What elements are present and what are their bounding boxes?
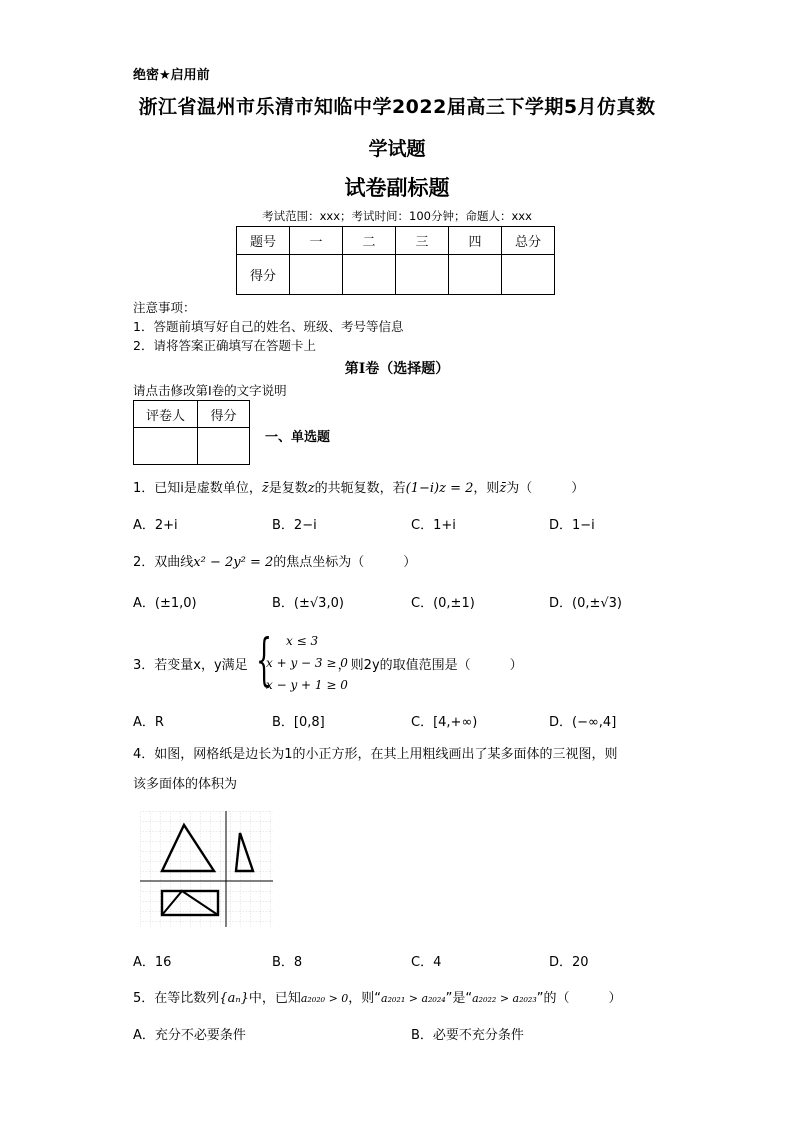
question-5 bbox=[133, 987, 621, 1006]
score-header-cell: 二 bbox=[343, 227, 396, 255]
question-text: 的焦点坐标为（ ） bbox=[273, 555, 417, 570]
option-d: D．(−∞,4] bbox=[549, 715, 617, 730]
paper-subtitle: 试卷副标题 bbox=[344, 176, 450, 200]
question-text: ，则 bbox=[473, 481, 500, 496]
question-text: 若变量x，y满足 bbox=[154, 658, 248, 673]
score-header: 得分 bbox=[198, 401, 250, 428]
option-b: B．(±√3,0) bbox=[272, 596, 344, 611]
question-text: 如图，网格纸是边长为1的小正方形，在其上用粗线画出了某多面体的三视图，则 bbox=[154, 747, 618, 762]
score-cell bbox=[502, 255, 555, 295]
question-text: 的共轭复数，若 bbox=[314, 481, 406, 496]
option-c: C．(0,±1) bbox=[411, 596, 475, 611]
math-expression: z̄ bbox=[261, 481, 269, 496]
question-text: 已知i是虚数单位， bbox=[154, 481, 262, 496]
option-d: D．20 bbox=[549, 955, 589, 970]
notes bbox=[133, 298, 403, 355]
math-expression: a₂₀₂₀ > 0 bbox=[300, 992, 349, 1005]
math-expression: a₂₀₂₁ > a₂₀₂₄ bbox=[381, 992, 446, 1005]
option-a: A．16 bbox=[133, 955, 172, 970]
grader-cell bbox=[134, 428, 198, 465]
question-4-line1 bbox=[133, 743, 618, 762]
brace-symbol: { bbox=[256, 628, 273, 693]
question-number: 4． bbox=[133, 747, 155, 762]
question-text: 双曲线 bbox=[154, 555, 194, 570]
score-cell bbox=[449, 255, 502, 295]
inequality: x − y + 1 ≥ 0 bbox=[266, 678, 348, 692]
score-cell bbox=[290, 255, 343, 295]
section-title: 一、单选题 bbox=[265, 430, 331, 445]
grader-header: 评卷人 bbox=[134, 401, 198, 428]
question-2 bbox=[133, 551, 416, 570]
option-d: D．(0,±√3) bbox=[549, 596, 623, 611]
score-table bbox=[236, 226, 555, 295]
option-b: B．8 bbox=[272, 955, 303, 970]
option-a: A．充分不必要条件 bbox=[133, 1028, 246, 1043]
grader-table bbox=[133, 400, 250, 465]
paper-title-line2: 学试题 bbox=[368, 138, 426, 160]
question-text: 为（ ） bbox=[506, 481, 585, 496]
inequality: x ≤ 3 bbox=[286, 634, 319, 648]
question-text: 中，已知 bbox=[248, 991, 301, 1006]
option-b: B．[0,8] bbox=[272, 715, 325, 730]
math-expression: z bbox=[307, 481, 315, 496]
question-text: ，则“ bbox=[348, 991, 382, 1006]
option-c: C．[4,+∞) bbox=[411, 715, 478, 730]
score-row-label: 得分 bbox=[237, 255, 290, 295]
note-item: 1．答题前填写好自己的姓名、班级、考号等信息 bbox=[133, 319, 404, 334]
score-cell bbox=[198, 428, 250, 465]
paper-title-line1: 浙江省温州市乐清市知临中学2022届高三下学期5月仿真数 bbox=[138, 96, 656, 118]
volume-title: 第I卷（选择题） bbox=[344, 361, 450, 377]
option-b: B．必要不充分条件 bbox=[411, 1028, 524, 1043]
option-d: D．1−i bbox=[549, 518, 595, 533]
option-c: C．4 bbox=[411, 955, 442, 970]
question-text: ”的（ ） bbox=[536, 991, 622, 1006]
math-expression: a₂₀₂₂ > a₂₀₂₃ bbox=[472, 992, 537, 1005]
question-number: 1． bbox=[133, 481, 155, 496]
option-a: A．(±1,0) bbox=[133, 596, 197, 611]
math-expression: x² − 2y² = 2 bbox=[193, 555, 274, 570]
question-text: ”是“ bbox=[445, 991, 473, 1006]
question-text: 是复数 bbox=[268, 481, 308, 496]
score-header-cell: 一 bbox=[290, 227, 343, 255]
score-header-cell: 题号 bbox=[237, 227, 290, 255]
three-view-figure bbox=[140, 811, 273, 927]
score-cell bbox=[343, 255, 396, 295]
score-header-cell: 四 bbox=[449, 227, 502, 255]
exam-info: 考试范围：xxx；考试时间：100分钟；命题人：xxx bbox=[262, 209, 532, 223]
math-expression: (1−i)z = 2 bbox=[405, 481, 474, 496]
question-number: 5． bbox=[133, 991, 155, 1006]
math-expression: {aₙ} bbox=[219, 991, 249, 1006]
option-b: B．2−i bbox=[272, 518, 317, 533]
question-text: 在等比数列 bbox=[154, 991, 220, 1006]
option-c: C．1+i bbox=[411, 518, 456, 533]
score-header-cell: 总分 bbox=[502, 227, 555, 255]
note-item: 2．请将答案正确填写在答题卡上 bbox=[133, 338, 316, 353]
option-a: A．2+i bbox=[133, 518, 178, 533]
volume-description: 请点击修改第I卷的文字说明 bbox=[133, 383, 287, 398]
inequality-system bbox=[266, 630, 348, 696]
question-1 bbox=[133, 477, 584, 496]
score-header-cell: 三 bbox=[396, 227, 449, 255]
math-expression: z̄ bbox=[499, 481, 507, 496]
question-number: 3． bbox=[133, 658, 155, 673]
question-text: ，则2y的取值范围是（ ） bbox=[337, 658, 523, 673]
score-cell bbox=[396, 255, 449, 295]
inequality: x + y − 3 ≥ 0 bbox=[266, 656, 348, 670]
question-4-line2: 该多面体的体积为 bbox=[133, 777, 238, 792]
option-a: A．R bbox=[133, 715, 164, 730]
question-number: 2． bbox=[133, 555, 155, 570]
notes-heading: 注意事项： bbox=[133, 300, 196, 315]
confidential-mark: 绝密★启用前 bbox=[133, 68, 210, 83]
